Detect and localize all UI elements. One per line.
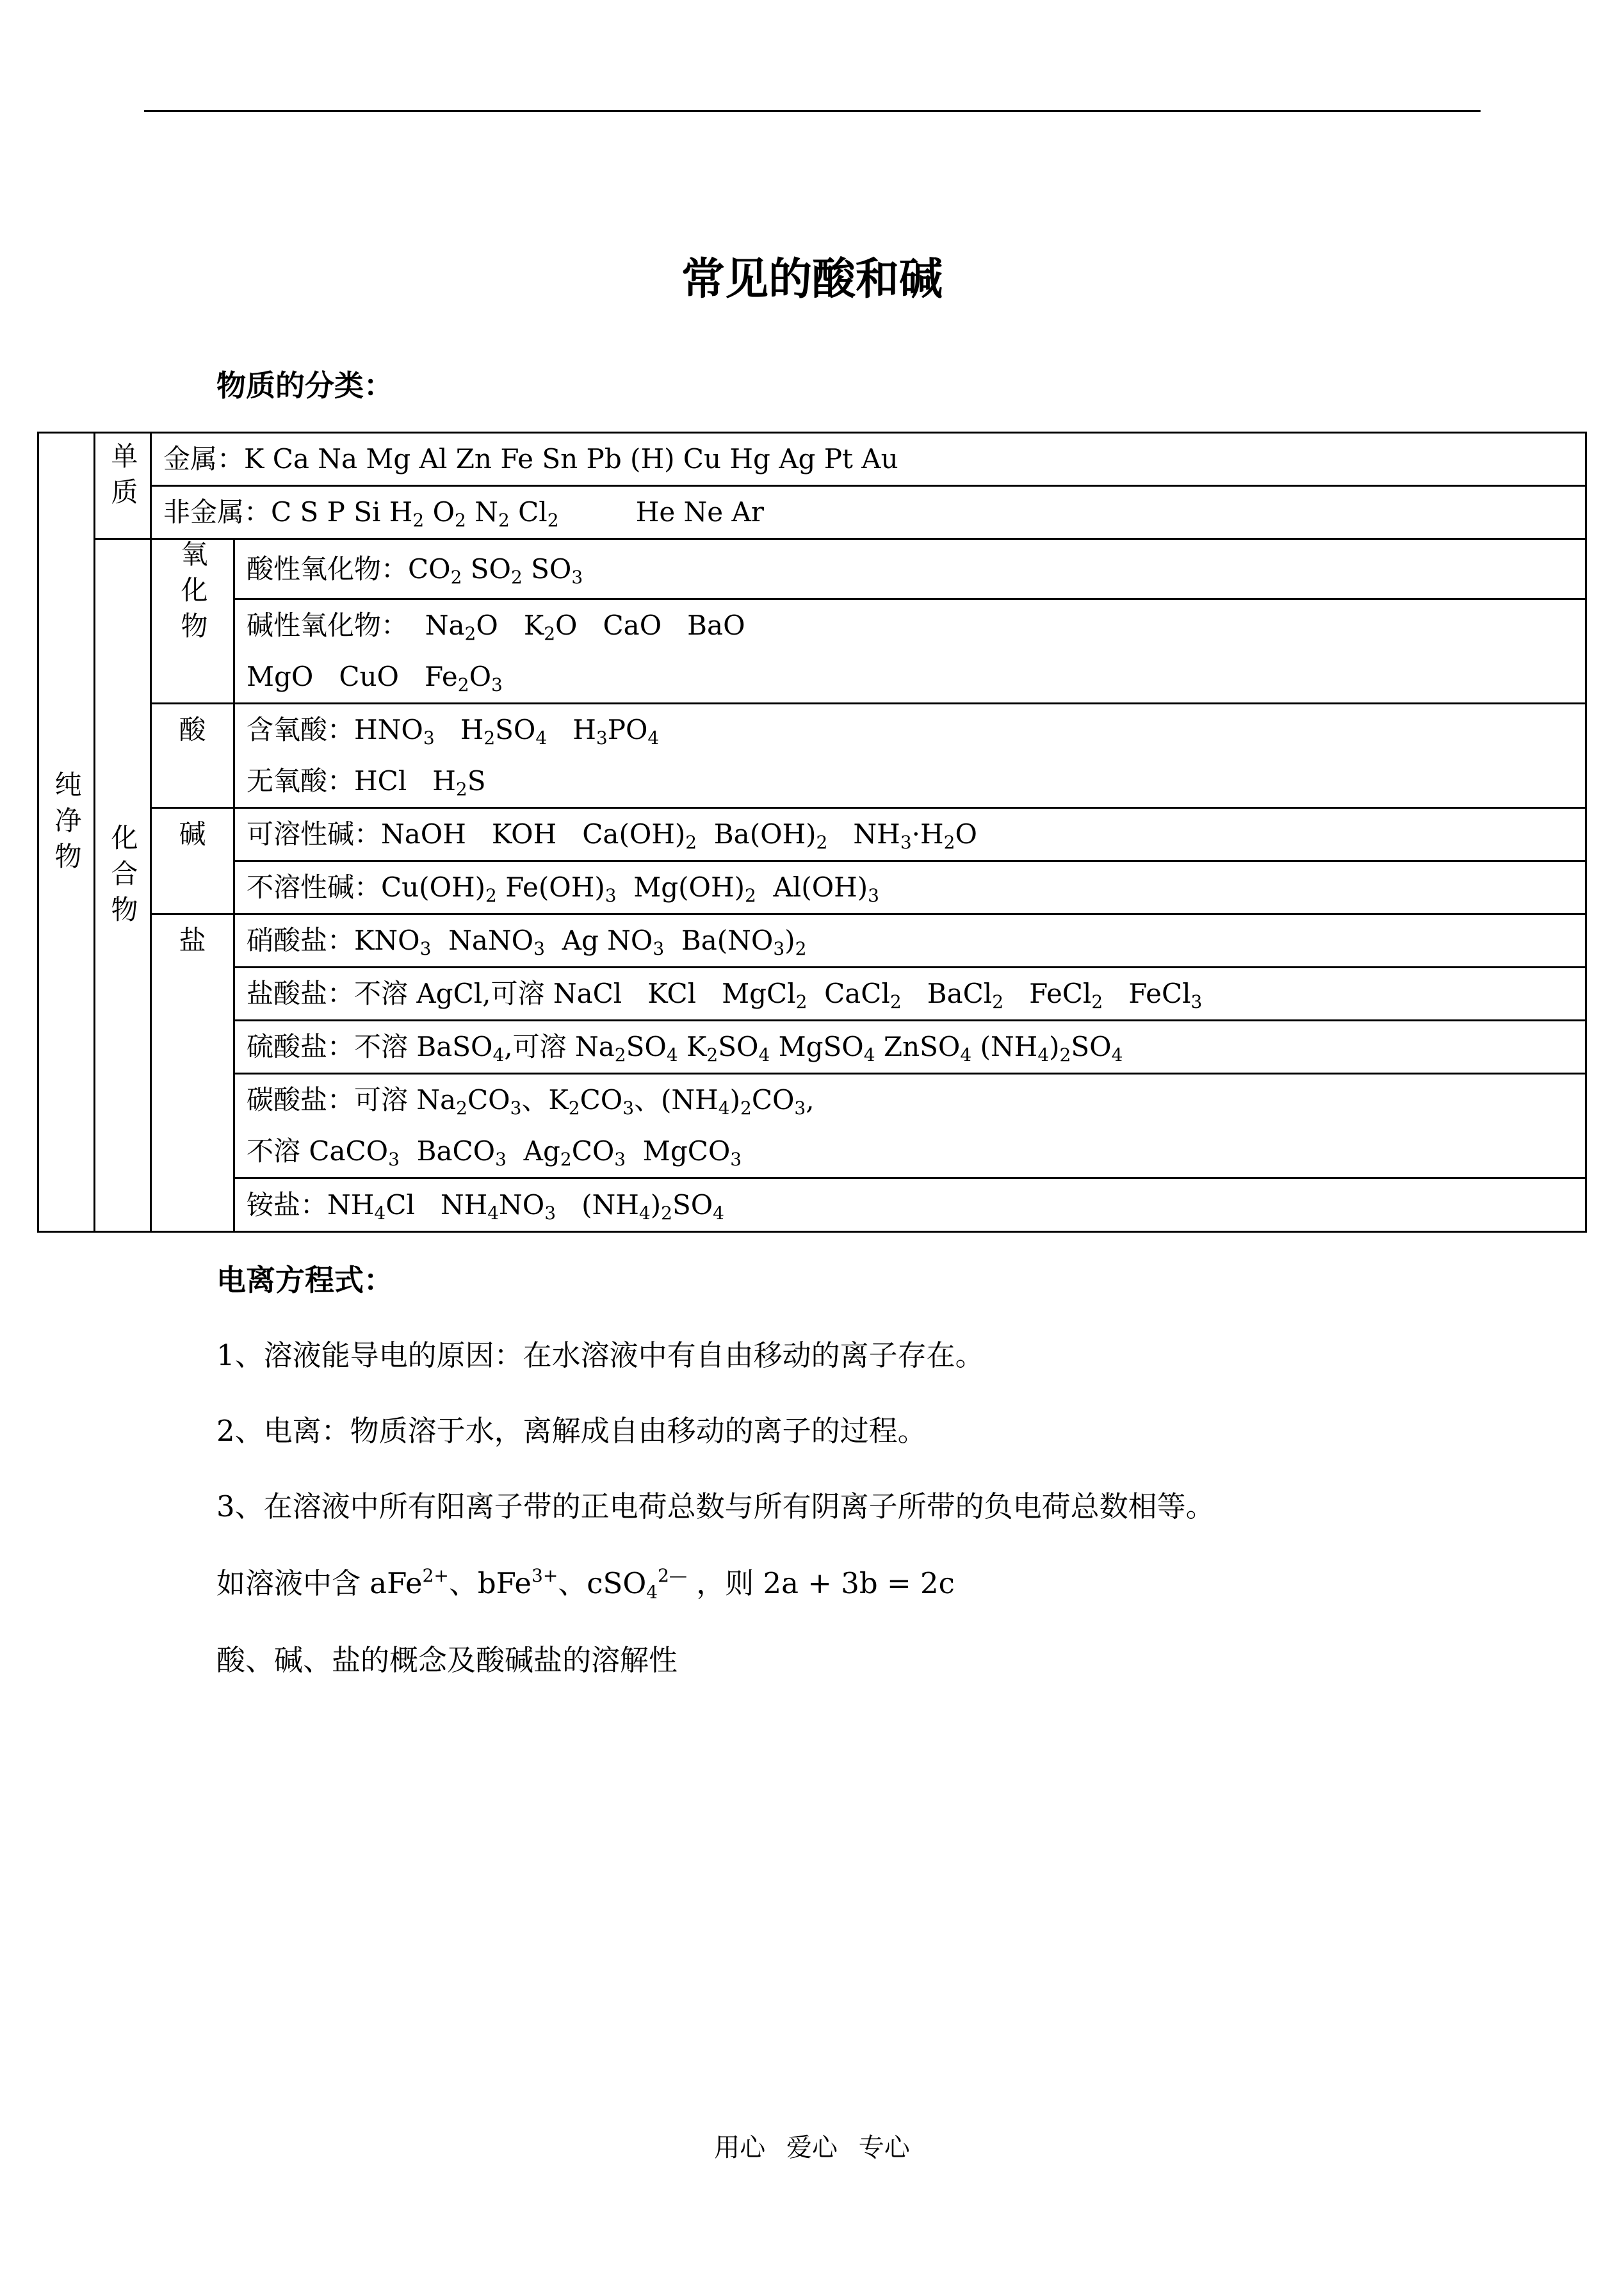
paragraph-5: 酸、碱、盐的概念及酸碱盐的溶解性 xyxy=(216,1643,678,1677)
element-cell xyxy=(95,433,151,539)
element-label: 单质 xyxy=(107,441,139,514)
basic-oxides-row: 碱性氧化物： $Na_2O$ $K_2O$ CaO BaO MgO CuO $Fe_2O_3$ xyxy=(234,599,1586,704)
section-heading-classification: 物质的分类： xyxy=(216,368,393,403)
acid-cell xyxy=(151,704,234,808)
page-title: 常见的酸和碱 xyxy=(681,254,943,305)
soluble-bases-row: 可溶性碱：NaOH KOH $Ca(OH)_2$ $Ba(OH)_2$ $NH_3\cdot H_2O$ xyxy=(234,808,1586,861)
paragraph-4: 如溶液中含 aFe$^{2+}$、bFe$^{3+}$、cSO$_4^{2—}$ ，则 2a + 3b = 2c xyxy=(216,1565,955,1603)
acid-label: 酸 xyxy=(179,714,206,745)
acids-row: 含氧酸：$HNO_3$ $H_2SO_4$ $H_3PO_4$ 无氧酸：HCl $H_2S$ xyxy=(234,704,1586,808)
page-footer: 用心 爱心 专心 xyxy=(714,2133,910,2162)
acidic-oxides-row: 酸性氧化物：$CO_2$ $SO_2$ $SO_3$ xyxy=(234,539,1586,599)
pure-substance-cell xyxy=(38,433,95,1232)
base-label: 碱 xyxy=(179,818,206,850)
classification-table xyxy=(37,432,1587,1233)
compound-label: 化合物 xyxy=(107,823,139,931)
paragraph-3: 3、在溶液中所有阳离子带的正电荷总数与所有阴离子所带的负电荷总数相等。 xyxy=(216,1489,1215,1523)
chlorides-row: 盐酸盐：不溶 AgCl,可溶 NaCl KCl MgCl$_2$ CaCl$_2$ BaCl$_2$ FeCl$_2$ FeCl$_3$ xyxy=(234,968,1586,1021)
paragraph-1: 1、溶液能导电的原因：在水溶液中有自由移动的离子存在。 xyxy=(216,1338,984,1372)
compound-cell xyxy=(95,539,151,1232)
carbonates-row: 碳酸盐：可溶 $Na_2CO_3$、$K_2CO_3$、$(NH_4)_2CO_3$, 不溶 CaCO$_3$ BaCO$_3$ $Ag_2CO_3$ MgCO$_3$ xyxy=(234,1074,1586,1178)
nitrates-row: 硝酸盐：$KNO_3$ NaNO$_3$ Ag $NO_3$ $Ba(NO_3)_2$ xyxy=(234,914,1586,968)
paragraph-2: 2、电离：物质溶于水，离解成自由移动的离子的过程。 xyxy=(216,1414,927,1448)
metals-text: 金属：K Ca Na Mg Al Zn Fe Sn Pb (H) Cu Hg Ag Pt Au xyxy=(163,443,898,474)
salt-label: 盐 xyxy=(179,925,206,956)
metals-row xyxy=(151,433,1586,486)
section-heading-ionization: 电离方程式： xyxy=(216,1263,393,1297)
insoluble-bases-row: 不溶性碱：$Cu(OH)_2$ $Fe(OH)_3$ $Mg(OH)_2$ $Al(OH)_3$ xyxy=(234,861,1586,914)
salt-cell xyxy=(151,914,234,1232)
oxide-cell xyxy=(151,539,234,704)
pure-label: 纯净物 xyxy=(51,770,83,878)
nonmetals-row: 非金属：C S P Si $H_2$ $O_2$ $N_2$ $Cl_2$ He Ne Ar xyxy=(151,486,1586,539)
oxide-label: 氧化物 xyxy=(177,540,209,647)
base-cell xyxy=(151,808,234,914)
ammonium-row: 铵盐：$NH_4Cl$ $NH_4NO_3$ $(NH_4)_2SO_4$ xyxy=(234,1178,1586,1232)
header-rule xyxy=(144,110,1481,112)
sulfates-row: 硫酸盐：不溶 BaSO$_4$,可溶 $Na_2SO_4$ $K_2SO_4$ MgSO$_4$ ZnSO$_4$ $(NH_4)_2SO_4$ xyxy=(234,1021,1586,1074)
